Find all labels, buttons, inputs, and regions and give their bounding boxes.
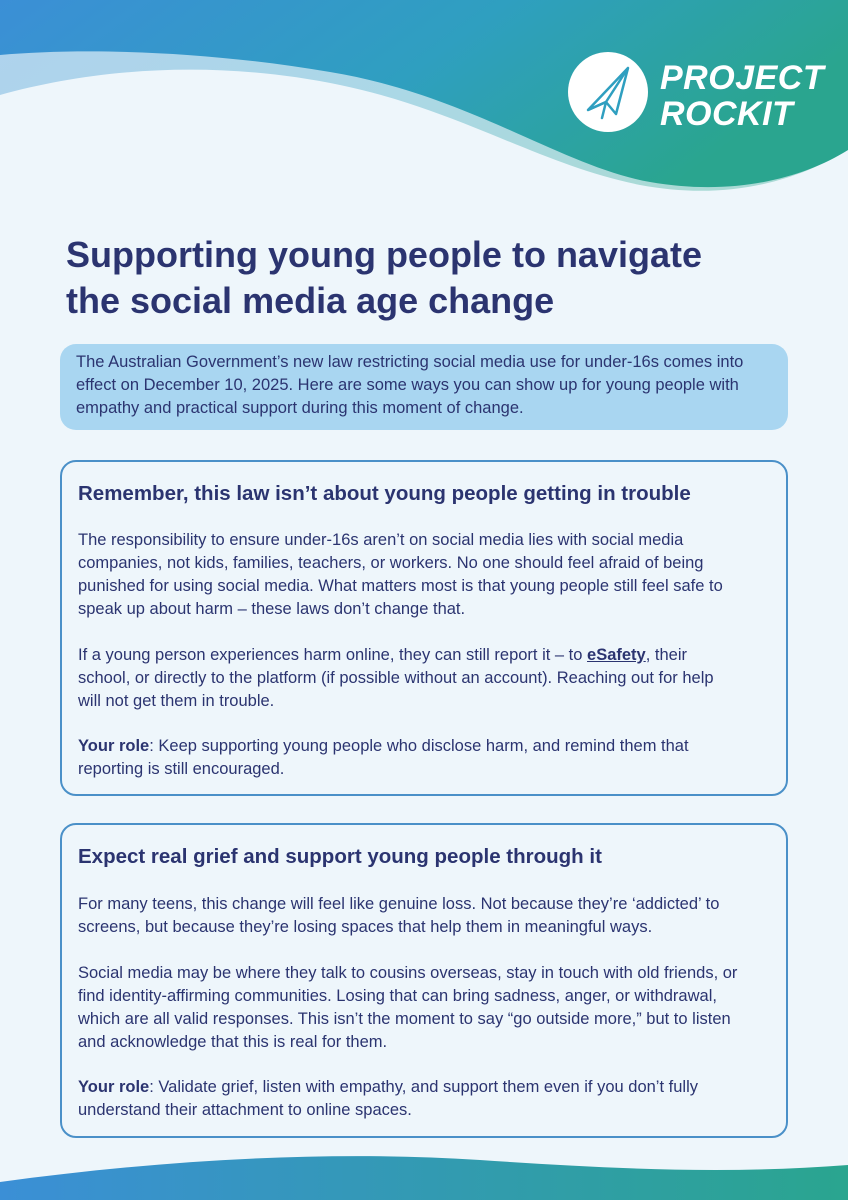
paragraph-line bbox=[78, 1076, 770, 1099]
paragraph-line: understand their attachment to online spaces. bbox=[78, 1101, 412, 1119]
title-line-2: the social media age change bbox=[66, 280, 555, 321]
paragraph-line: The responsibility to ensure under-16s aren’t on social media lies with social media bbox=[78, 531, 684, 549]
section-heading: Expect real grief and support young people through it bbox=[78, 845, 602, 868]
paragraph-line: reporting is still encouraged. bbox=[78, 760, 285, 778]
paragraph-line: which are all valid responses. This isn’t the moment to say “go outside more,” but to listen bbox=[78, 1010, 731, 1028]
section-card-law bbox=[60, 460, 788, 796]
paragraph-line: punished for using social media. What matters most is that young people still feel safe to bbox=[78, 577, 723, 595]
logo-text-rockit: ROCKIT bbox=[660, 95, 794, 133]
your-role-label: Your role bbox=[78, 1078, 150, 1096]
section-paragraph bbox=[78, 644, 770, 713]
your-role-paragraph bbox=[78, 1076, 770, 1122]
intro-callout bbox=[60, 344, 788, 430]
section-paragraph bbox=[78, 529, 770, 621]
paragraph-line: Social media may be where they talk to cousins overseas, stay in touch with old friends, or bbox=[78, 964, 738, 982]
text-fragment: : Validate grief, listen with empathy, and support them even if you don’t fully bbox=[149, 1078, 698, 1096]
intro-line-1: The Australian Government’s new law restricting social media use for under-16s comes into bbox=[76, 353, 744, 371]
paragraph-line: school, or directly to the platform (if possible without an account). Reaching out for help bbox=[78, 669, 714, 687]
your-role-paragraph bbox=[78, 735, 770, 781]
intro-line-3: empathy and practical support during this moment of change. bbox=[76, 399, 524, 417]
page-title bbox=[66, 232, 806, 324]
paragraph-line: speak up about harm – these laws don’t change that. bbox=[78, 600, 466, 618]
esafety-link[interactable]: eSafety bbox=[587, 646, 646, 664]
paragraph-line: For many teens, this change will feel like genuine loss. Not because they’re ‘addicted’ to bbox=[78, 895, 720, 913]
section-paragraph bbox=[78, 962, 770, 1054]
text-fragment: : Keep supporting young people who disclose harm, and remind them that bbox=[149, 737, 689, 755]
paragraph-line: companies, not kids, families, teachers, or workers. No one should feel afraid of being bbox=[78, 554, 704, 572]
section-card-grief bbox=[60, 823, 788, 1138]
section-paragraph bbox=[78, 893, 770, 939]
intro-line-2: effect on December 10, 2025. Here are some ways you can show up for young people with bbox=[76, 376, 739, 394]
logo-text-project: PROJECT bbox=[660, 59, 825, 97]
paragraph-line: screens, but because they’re losing spaces that help them in meaningful ways. bbox=[78, 918, 653, 936]
text-fragment: , their bbox=[645, 646, 688, 664]
paragraph-line: find identity-affirming communities. Losing that can bring sadness, anger, or withdrawal, bbox=[78, 987, 717, 1005]
paragraph-line bbox=[78, 735, 770, 758]
paragraph-line bbox=[78, 644, 770, 667]
title-line-1: Supporting young people to navigate bbox=[66, 234, 702, 275]
section-heading: Remember, this law isn’t about young people getting in trouble bbox=[78, 482, 691, 505]
your-role-label: Your role bbox=[78, 737, 150, 755]
text-fragment: If a young person experiences harm online, they can still report it – to bbox=[78, 646, 588, 664]
paragraph-line: and acknowledge that this is real for them. bbox=[78, 1033, 388, 1051]
paragraph-line: will not get them in trouble. bbox=[78, 692, 275, 710]
